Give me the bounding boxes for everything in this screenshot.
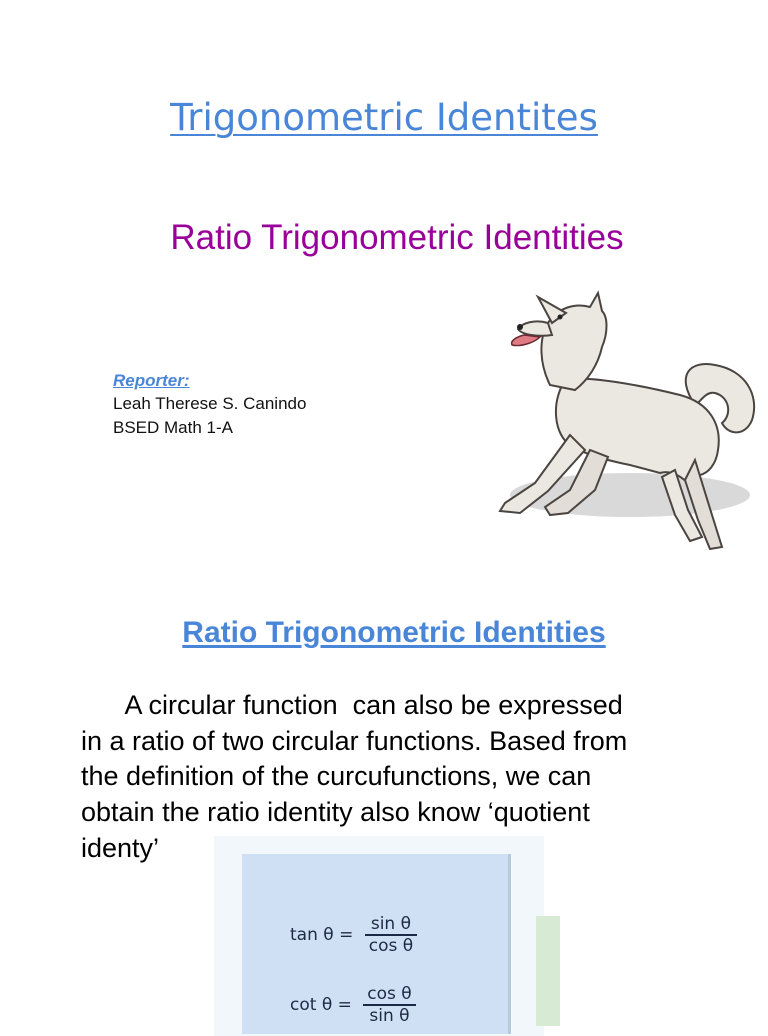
formula-lhs: cot θ = [290, 995, 352, 1015]
husky-dog-illustration [490, 285, 762, 557]
reporter-course: BSED Math 1-A [113, 418, 233, 437]
fraction [363, 984, 415, 1026]
paragraph-line: A circular function can also be expressed [81, 690, 623, 720]
paragraph-line: the definition of the curcufunctions, we can [81, 761, 592, 791]
paragraph-line: obtain the ratio identity also know ‘quotient [81, 797, 590, 827]
paragraph-line: in a ratio of two circular functions. Based from [81, 726, 628, 756]
cot-identity [290, 984, 416, 1026]
section-heading[interactable]: Ratio Trigonometric Identities [182, 616, 606, 649]
fraction-numerator: sin θ [365, 914, 417, 936]
tan-identity [290, 914, 417, 956]
formula-card [242, 854, 511, 1034]
fraction-denominator: cos θ [368, 936, 414, 956]
paragraph-line: identy’ [81, 833, 160, 863]
fraction [365, 914, 417, 956]
reporter-name: Leah Therese S. Canindo [113, 394, 307, 413]
fraction-numerator: cos θ [363, 984, 415, 1006]
slide-title[interactable]: Trigonometric Identites [170, 96, 598, 139]
slide-subtitle: Ratio Trigonometric Identities [170, 218, 624, 257]
decorative-bar [536, 916, 560, 1026]
fraction-denominator: sin θ [369, 1006, 410, 1026]
reporter-label[interactable]: Reporter: [113, 371, 190, 390]
formula-lhs: tan θ = [290, 925, 354, 945]
